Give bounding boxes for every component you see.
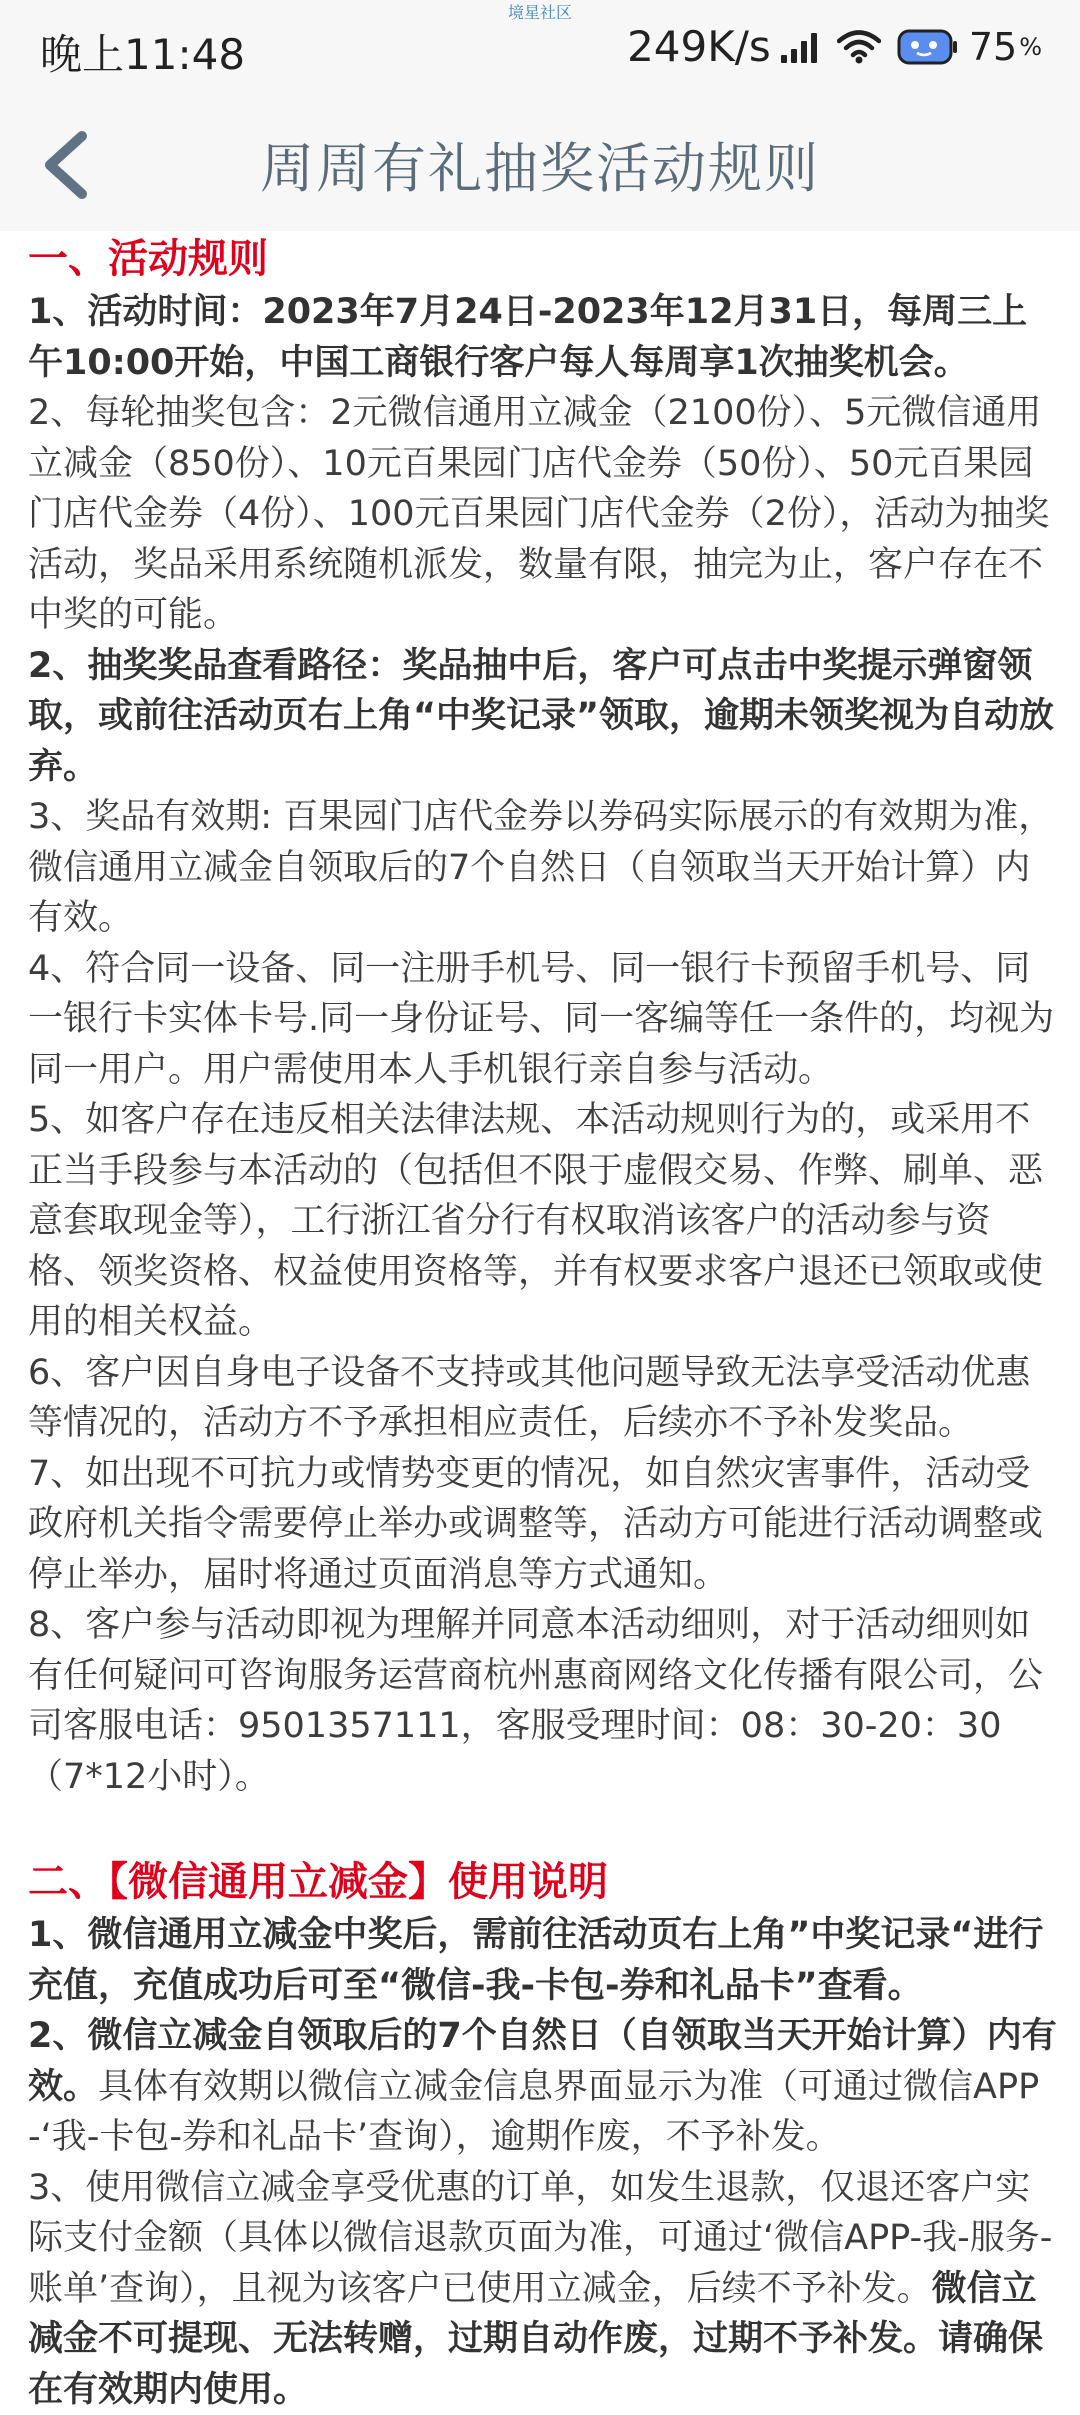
- wechat-rule-validity: [28, 2011, 1058, 2163]
- wechat-rule-refund-bold: 微信立减金不可提现、无法转赠，过期自动作废，过期不予补发。请确保在有效期内使用。: [28, 2269, 1043, 2410]
- rule-activity-time: 1、活动时间：2023年7月24日-2023年12月31日，每周三上午10:00开始，中国工商银行客户每人每周享1次抽奖机会。: [28, 287, 1058, 388]
- wechat-rule-recharge: 1、微信通用立减金中奖后，需前往活动页右上角”中奖记录“进行充值，充值成功后可至“微信-我-卡包-券和礼品卡”查看。: [28, 1910, 1058, 2011]
- page-title: 周周有礼抽奖活动规则: [0, 126, 1080, 203]
- nav-bar: [0, 96, 1080, 231]
- status-time: 晚上11:48: [40, 22, 245, 82]
- battery-level: 75: [969, 25, 1017, 69]
- section-spacer: [28, 1802, 1058, 1854]
- wechat-rule-refund: [28, 2163, 1058, 2415]
- battery-unit: %: [1019, 33, 1042, 61]
- wechat-rule-validity-bold: 2、微信立减金自领取后的7个自然日（自领取当天开始计算）内有效。: [28, 2016, 1057, 2107]
- rule-prize-path: 2、抽奖奖品查看路径：奖品抽中后，客户可点击中奖提示弹窗领取，或前往活动页右上角“中奖记录”领取，逾期未领奖视为自动放弃。: [28, 641, 1058, 793]
- rules-content: [28, 231, 1058, 2415]
- section-heading-rules: 一、活动规则: [28, 231, 1058, 287]
- status-bar: [0, 0, 1080, 96]
- rule-force-majeure: 7、如出现不可抗力或情势变更的情况，如自然灾害事件，活动受政府机关指令需要停止举办或调整等，活动方可能进行活动调整或停止举办，届时将通过页面消息等方式通知。: [28, 1449, 1058, 1601]
- rule-device: 6、客户因自身电子设备不支持或其他问题导致无法享受活动优惠等情况的，活动方不予承担相应责任，后续亦不予补发奖品。: [28, 1348, 1058, 1449]
- watermark: 境星社区: [0, 0, 1080, 23]
- rule-same-user: 4、符合同一设备、同一注册手机号、同一银行卡预留手机号、同一银行卡实体卡号.同一身份证号、同一客编等任一条件的，均视为同一用户。用户需使用本人手机银行亲自参与活动。: [28, 944, 1058, 1096]
- rule-violation: 5、如客户存在违反相关法律法规、本活动规则行为的，或采用不正当手段参与本活动的（包括但不限于虚假交易、作弊、刷单、恶意套取现金等），工行浙江省分行有权取消该客户的活动参与资格、领奖资格、权益使用资格等，并有权要求客户退还已领取或使用的相关权益。: [28, 1095, 1058, 1348]
- wechat-rule-refund-text: 3、使用微信立减金享受优惠的订单，如发生退款，仅退还客户实际支付金额（具体以微信退款页面为准，可通过‘微信APP-我-服务-账单’查询），且视为该客户已使用立减金，后续不予补发。: [28, 2168, 1052, 2309]
- rule-prizes: 2、每轮抽奖包含：2元微信通用立减金（2100份）、5元微信通用立减金（850份）、10元百果园门店代金券（50份）、50元百果园门店代金券（4份）、100元百果园门店代金券（2份），活动为抽奖活动，奖品采用系统随机派发，数量有限，抽完为止，客户存在不中奖的可能。: [28, 388, 1058, 641]
- wifi-icon: [837, 30, 881, 64]
- network-speed: 249K/s: [627, 22, 771, 71]
- signal-icon: [781, 31, 821, 63]
- rule-agreement: 8、客户参与活动即视为理解并同意本活动细则，对于活动细则如有任何疑问可咨询服务运营商杭州惠商网络文化传播有限公司，公司客服电话：9501357111，客服受理时间：08：30-20：30（7*12小时）。: [28, 1600, 1058, 1802]
- status-indicators: [627, 22, 1042, 71]
- battery-icon: [897, 28, 959, 66]
- wechat-rule-validity-detail: 具体有效期以微信立减金信息界面显示为准（可通过微信APP-‘我-卡包-券和礼品卡’查询），逾期作废，不予补发。: [28, 2067, 1039, 2158]
- section-heading-wechat: 二、【微信通用立减金】使用说明: [28, 1854, 1058, 1910]
- rule-validity: 3、奖品有效期: 百果园门店代金券以券码实际展示的有效期为准，微信通用立减金自领取后的7个自然日（自领取当天开始计算）内有效。: [28, 792, 1058, 944]
